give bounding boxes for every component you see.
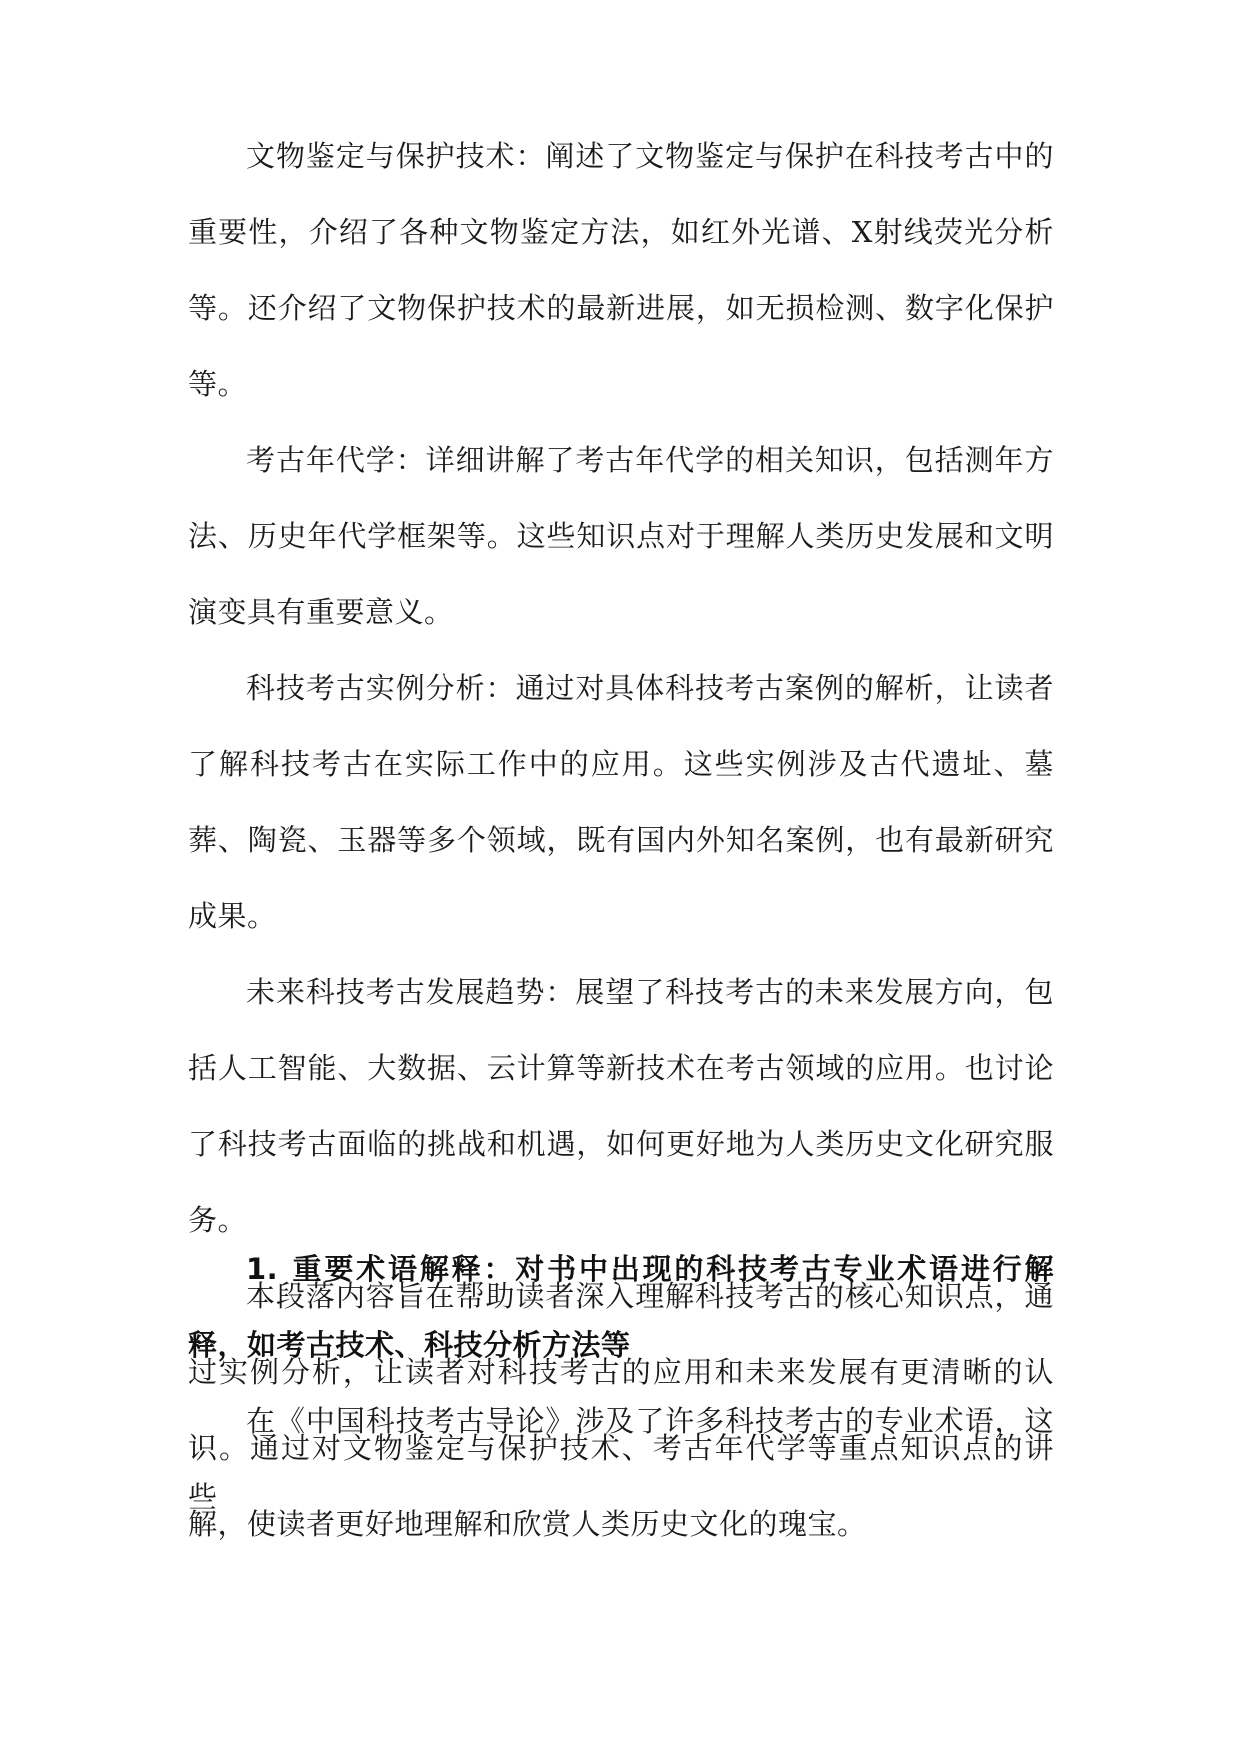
paragraph-terms-intro: 在《中国科技考古导论》涉及了许多科技考古的专业术语，这些 xyxy=(188,1404,1054,1514)
paragraph-archaeological-chronology: 考古年代学：详细讲解了考古年代学的相关知识，包括测年方法、历史年代学框架等。这些知识点对于理解人类历史发展和文明演变具有重要意义。 xyxy=(188,443,1054,629)
section-heading xyxy=(188,1231,1054,1383)
paragraph-artifact-identification: 文物鉴定与保护技术：阐述了文物鉴定与保护在科技考古中的重要性，介绍了各种文物鉴定方法，如红外光谱、X射线荧光分析等。还介绍了文物保护技术的最新进展，如无损检测、数字化保护等。 xyxy=(188,139,1054,401)
section-heading-text: 重要术语解释：对书中出现的科技考古专业术语进行解释，如考古技术、科技分析方法等 xyxy=(188,1252,1054,1362)
section-heading-block xyxy=(188,1231,1054,1383)
body-text-bottom xyxy=(188,1383,1054,1535)
paragraph-case-analysis: 科技考古实例分析：通过对具体科技考古案例的解析，让读者了解科技考古在实际工作中的应用。这些实例涉及古代遗址、墓葬、陶瓷、玉器等多个领域，既有国内外知名案例，也有最新研究成果。 xyxy=(188,671,1054,933)
paragraph-future-trends: 未来科技考古发展趋势：展望了科技考古的未来发展方向，包括人工智能、大数据、云计算等新技术在考古领域的应用。也讨论了科技考古面临的挑战和机遇，如何更好地为人类历史文化研究服务。 xyxy=(188,975,1054,1237)
paragraph-summary: 本段落内容旨在帮助读者深入理解科技考古的核心知识点，通过实例分析，让读者对科技考古的应用和未来发展有更清晰的认识。通过对文物鉴定与保护技术、考古年代学等重点知识点的讲解，使读者更好地理解和欣赏人类历史文化的瑰宝。 xyxy=(188,1279,1054,1541)
section-number: 1. xyxy=(246,1252,279,1286)
